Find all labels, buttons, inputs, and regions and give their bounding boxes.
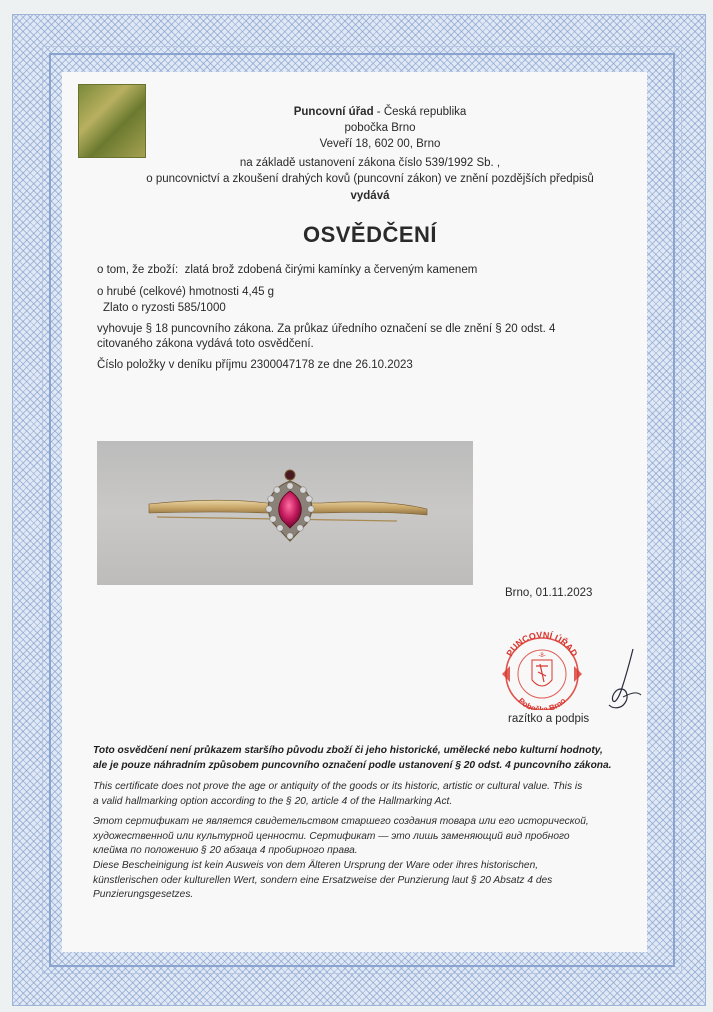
item-description: [97, 263, 477, 278]
legal-basis: [95, 156, 645, 187]
issuer-name: Puncovní úřad: [293, 106, 374, 118]
disclaimer-ru-line-2: художественной или культурной ценности. Сертификат — это лишь заменяющий вид пробного: [93, 830, 570, 842]
item-weight: o hrubé (celkové) hmotnosti 4,45 g: [97, 286, 275, 298]
disclaimer-en: [93, 780, 638, 809]
stamp-caption: razítko a podpis: [508, 713, 590, 725]
disclaimer-cz: [93, 744, 638, 773]
disclaimer-de-line-2: künstlerischen oder kulturellen Wert, sondern eine Ersatzweise der Punzierung laut § 20 Absatz 4 des: [93, 874, 553, 886]
disclaimer-ru-line-3: клейма по положению § 20 абзаца 4 пробирного права.: [93, 845, 358, 856]
disclaimer-ru: [93, 815, 638, 859]
disclaimer-cz-line-2: ale je pouze náhradním způsobem puncovního označení podle ustanovení § 20 odst. 4 puncovního zákona.: [93, 759, 612, 771]
disclaimer-en-line-1: This certificate does not prove the age or antiquity of the goods or its historic, artistic or cultural value. This is: [93, 781, 583, 792]
issuer-header: [160, 104, 600, 152]
issuer-address: Veveří 18, 602 00, Brno: [319, 138, 441, 150]
official-stamp: [492, 630, 592, 710]
item-fineness: Zlato o ryzosti 585/1000: [103, 302, 226, 314]
disclaimer-de: [93, 859, 638, 903]
disclaimer-de-line-1: Diese Bescheinigung ist kein Ausweis von dem Älteren Ursprung der Ware oder ihres historischen,: [93, 860, 539, 871]
item-photo: [97, 441, 473, 585]
issuer-branch: pobočka Brno: [344, 122, 416, 134]
issuer-country: - Česká republika: [373, 106, 467, 118]
item-description-label: o tom, že zboží:: [97, 264, 179, 276]
disclaimer-de-line-3: Punzierungsgesetzes.: [93, 889, 194, 900]
stamp-lion-icon: [536, 664, 548, 682]
stamp-mid-text: -8-: [538, 653, 546, 659]
issue-date: Brno, 01.11.2023: [505, 587, 593, 599]
legal-line-1: na základě ustanovení zákona číslo 539/1992 Sb. ,: [239, 157, 501, 169]
issues-word: vydává: [350, 190, 390, 202]
registry-line: Číslo položky v deníku příjmu 2300047178 ze dne 26.10.2023: [97, 359, 413, 371]
disclaimer-cz-line-1: Toto osvědčení není průkazem staršího původu zboží či jeho historické, umělecké nebo kulturní hodnoty,: [93, 745, 603, 756]
compliance-line-1: vyhovuje § 18 puncovního zákona. Za průkaz úředního označení se dle znění § 20 odst. 4: [97, 323, 556, 335]
disclaimer-en-line-2: a valid hallmarking option according to the § 20, article 4 of the Hallmarking Act.: [93, 795, 453, 807]
brooch-top-stone: [285, 470, 295, 480]
disclaimer-ru-line-1: Этот сертификат не является свидетельством старшего создания товара или его исторической,: [93, 816, 589, 827]
stamp-graphic: [492, 630, 592, 710]
legal-line-2: o puncovnictví a zkoušení drahých kovů (puncovní zákon) ve znění pozdějších předpisů: [146, 172, 594, 185]
signature: [585, 645, 645, 715]
brooch-illustration: [97, 441, 473, 585]
stamp-bottom-text: Pobočka Brno: [516, 696, 568, 710]
item-description-value: zlatá brož zdobená čirými kamínky a červeným kamenem: [184, 264, 478, 276]
stamp-top-text: PUNCOVNÍ ÚŘAD: [504, 630, 580, 659]
hologram-seal: [78, 84, 146, 158]
compliance-line-2: citovaného zákona vydává toto osvědčení.: [97, 338, 314, 350]
certificate-title: OSVĚDČENÍ: [302, 222, 438, 247]
